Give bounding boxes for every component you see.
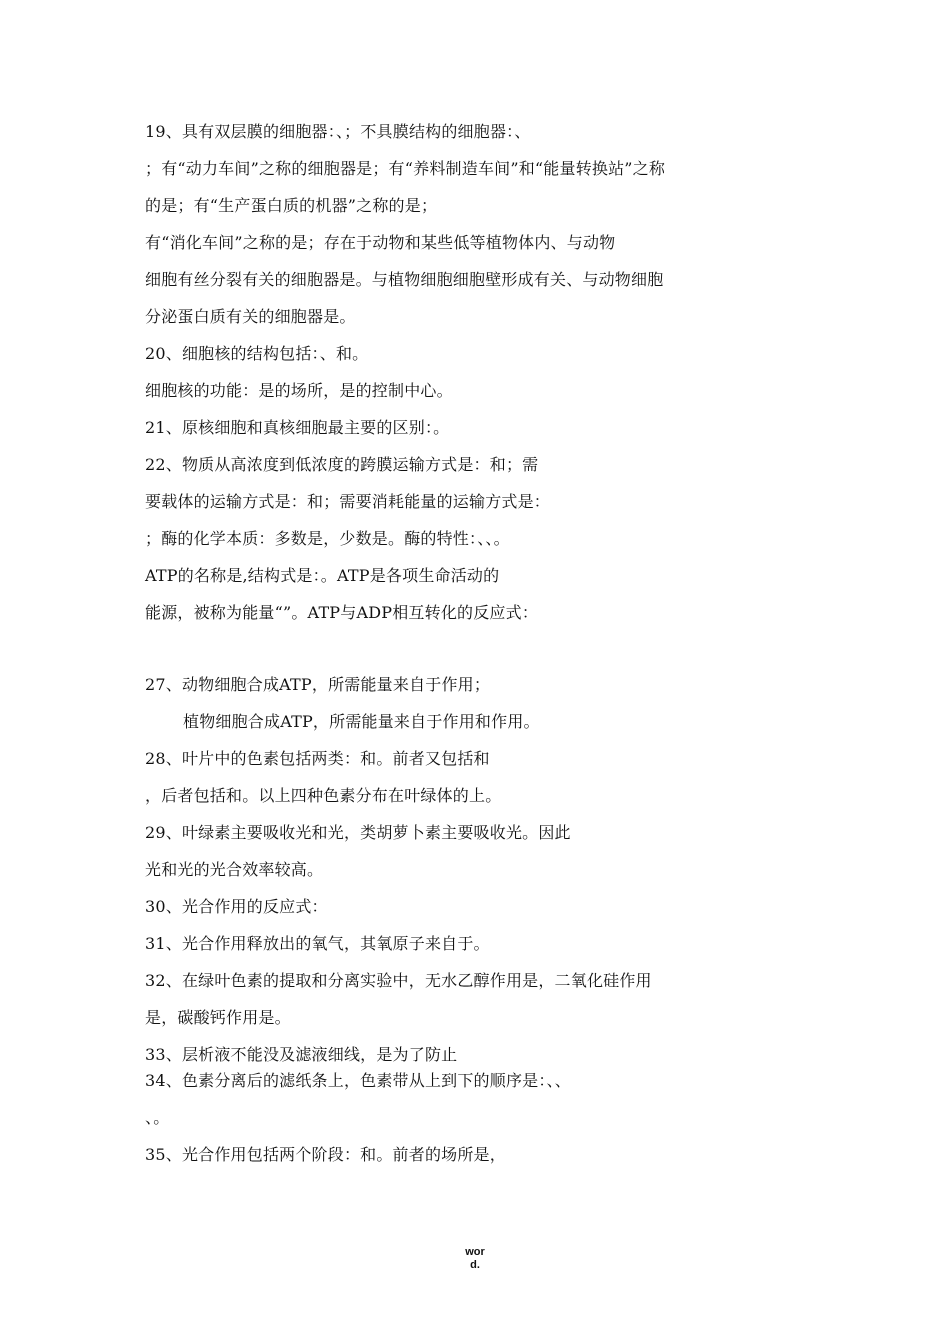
- text-line: 21、原核细胞和真核细胞最主要的区别：。: [145, 418, 450, 437]
- text-line: 要载体的运输方式是：和；需要消耗能量的运输方式是：: [145, 492, 551, 511]
- text-line: 、。: [145, 1108, 170, 1127]
- text-line: 34、色素分离后的滤纸条上，色素带从上到下的顺序是：、、: [145, 1071, 571, 1090]
- text-line: 光和光的光合效率较高。: [145, 860, 324, 879]
- text-line: 27、动物细胞合成ATP，所需能量来自于作用；: [145, 675, 491, 694]
- text-line: 28、叶片中的色素包括两类：和。前者又包括和: [145, 749, 490, 768]
- page-footer-line-2: d.: [470, 1259, 480, 1271]
- text-line-indented: 植物细胞合成ATP，所需能量来自于作用和作用。: [183, 712, 540, 731]
- text-line: 分泌蛋白质有关的细胞器是。: [145, 307, 356, 326]
- text-line: 33、层析液不能没及滤液细线，是为了防止: [145, 1045, 458, 1064]
- text-line: ，后者包括和。以上四种色素分布在叶绿体的上。: [145, 786, 502, 805]
- text-line: ATP的名称是,结构式是：。ATP是各项生命活动的: [145, 566, 500, 585]
- text-line: ；有“动力车间”之称的细胞器是；有“养料制造车间”和“能量转换站”之称: [145, 159, 666, 178]
- text-line: 19、具有双层膜的细胞器：、；不具膜结构的细胞器：、: [145, 122, 531, 141]
- text-line: 20、细胞核的结构包括：、和。: [145, 344, 369, 363]
- text-line: 的是；有“生产蛋白质的机器”之称的是；: [145, 196, 438, 215]
- text-line: 29、叶绿素主要吸收光和光，类胡萝卜素主要吸收光。因此: [145, 823, 571, 842]
- text-line: 30、光合作用的反应式：: [145, 897, 328, 916]
- text-line: 细胞有丝分裂有关的细胞器是。与植物细胞细胞壁形成有关、与动物细胞: [145, 270, 664, 289]
- page-footer-line-1: wor: [465, 1246, 485, 1258]
- text-line: 细胞核的功能：是的场所，是的控制中心。: [145, 381, 453, 400]
- text-line: 22、物质从高浓度到低浓度的跨膜运输方式是：和；需: [145, 455, 539, 474]
- text-line: 有“消化车间”之称的是；存在于动物和某些低等植物体内、与动物: [145, 233, 616, 252]
- text-line: 能源，被称为能量“”。ATP与ADP相互转化的反应式：: [145, 603, 539, 622]
- text-line: 是，碳酸钙作用是。: [145, 1008, 291, 1027]
- text-line: ；酶的化学本质：多数是，少数是。酶的特性：、、。: [145, 529, 510, 548]
- text-line: 35、光合作用包括两个阶段：和。前者的场所是，: [145, 1145, 506, 1164]
- text-line: 31、光合作用释放出的氧气，其氧原子来自于。: [145, 934, 490, 953]
- text-line: 32、在绿叶色素的提取和分离实验中，无水乙醇作用是，二氧化硅作用: [145, 971, 652, 990]
